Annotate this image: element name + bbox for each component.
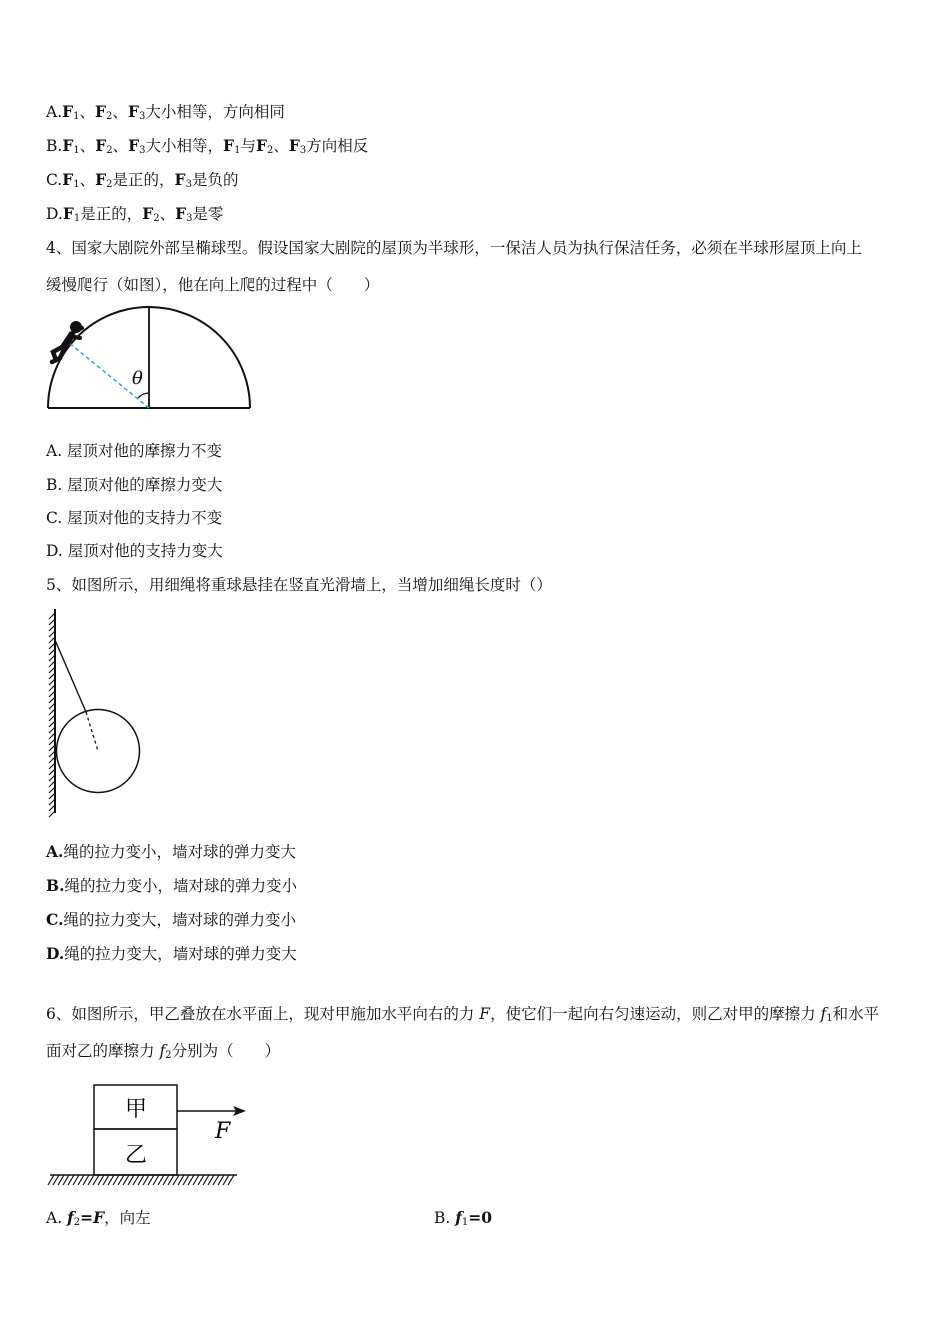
hatch-mark [153,1175,159,1185]
equals-sign: = [80,1208,94,1227]
subscript: 1 [73,179,80,190]
separator: 、 [112,103,128,121]
hatch-mark [198,1175,204,1185]
option-text: 是正的， [80,205,143,223]
hatch-mark [128,1175,134,1185]
q5-option-c[interactable] [46,910,296,930]
q6-stem-line-1 [46,1004,879,1024]
hatch-mark [143,1175,149,1185]
hatch-mark [168,1175,174,1185]
hatch-mark [213,1175,219,1185]
subscript: 1 [73,145,80,156]
option-letter: B. [46,137,63,155]
hatch-mark [218,1175,224,1185]
subscript: 1 [461,1217,469,1228]
option-letter: B. [46,876,65,895]
option-text: 绳的拉力变大，墙对球的弹力变小 [63,911,296,929]
option-text: 方向相反 [306,137,369,155]
option-letter: A. [46,103,63,121]
hatch-mark [183,1175,189,1185]
option-letter: B. [434,1209,456,1227]
separator: 、 [112,137,129,155]
force-symbol: F [127,102,139,121]
hatch-mark [123,1175,129,1185]
option-letter: C. [46,910,64,929]
subscript: 3 [139,145,146,156]
force-symbol: F [174,170,186,189]
option-text: 是零 [192,205,224,223]
q6-option-a[interactable] [46,1208,151,1228]
force-symbol: F [62,102,74,121]
option-letter: A. [46,842,64,861]
option-text: 与 [240,137,256,155]
hatch-mark [193,1175,199,1185]
force-symbol: F [128,136,140,155]
hatch-mark [158,1175,164,1185]
separator: 、 [79,103,96,121]
hatch-mark [78,1175,84,1185]
hatch-mark [48,1175,54,1185]
q5-option-b[interactable] [46,876,297,896]
friction-symbol: f [67,1208,74,1227]
q6-option-b[interactable] [434,1208,492,1228]
option-letter: D. [46,205,63,223]
hatch-mark [163,1175,169,1185]
separator: 、 [79,137,96,155]
rope-extension-dashed [86,712,98,751]
subscript: 2 [106,145,113,156]
option-text: 大小相等，方向相同 [145,103,285,121]
stem-text: 和水平 [832,1005,880,1023]
force-symbol: F [95,136,107,155]
hanging-ball-figure [40,605,150,817]
option-text: 绳的拉力变小，墙对球的弹力变小 [64,877,298,895]
option-letter: C. [46,171,63,189]
q3-option-d[interactable] [46,204,224,224]
option-letter: D. [46,944,65,963]
q4-option-c[interactable]: C. 屋顶对他的支持力不变 [46,509,223,527]
hatch-mark [93,1175,99,1185]
q6-stem-line-2 [46,1041,280,1061]
stem-text: 面对乙的摩擦力 [46,1042,160,1060]
friction-symbol: f [159,1042,166,1060]
hatch-mark [223,1175,229,1185]
force-symbol: F [255,136,267,155]
hatch-mark [148,1175,154,1185]
hatch-mark [58,1175,64,1185]
subscript: 3 [299,145,307,156]
option-text: 是负的 [191,171,239,189]
force-symbol: F [93,1208,105,1227]
subscript: 3 [138,111,146,122]
hatch-mark [118,1175,124,1185]
subscript: 2 [266,145,274,156]
option-text: =0 [468,1208,493,1227]
stem-text: 6、如图所示，甲乙叠放在水平面上，现对甲施加水平向右的力 [46,1005,480,1023]
q5-option-d[interactable] [46,944,297,964]
friction-symbol: f [820,1005,827,1023]
q5-option-a[interactable] [46,842,296,862]
hatch-mark [83,1175,89,1185]
q4-stem-line-1: 4、国家大剧院外部呈椭球型。假设国家大剧院的屋顶为半球形，一保洁人员为执行保洁任务，必须在半球形屋顶上向上 [46,239,862,257]
option-text: ，向左 [104,1209,151,1227]
stem-text: ，使它们一起向右匀速运动，则乙对甲的摩擦力 [490,1005,821,1023]
option-text: 大小相等， [145,137,224,155]
angle-arc [138,393,149,398]
hatch-mark [108,1175,114,1185]
theta-label: θ [132,368,143,389]
hatch-mark [53,1175,59,1185]
hatch-mark [103,1175,109,1185]
force-symbol: F [95,102,107,121]
hatch-mark [73,1175,79,1185]
subscript: 1 [73,111,80,122]
subscript: 2 [153,213,160,224]
option-text: 绳的拉力变大，墙对球的弹力变大 [64,945,297,963]
q3-option-b[interactable] [46,136,368,156]
q4-stem-line-2: 缓慢爬行（如图），他在向上爬的过程中（ ） [46,276,380,294]
force-symbol: F [479,1005,491,1023]
force-symbol: F [223,136,235,155]
force-label: F [215,1119,231,1144]
block-jia-label: 甲 [124,1097,148,1122]
hatch-mark [203,1175,209,1185]
subscript: 3 [186,213,193,224]
hatch-mark [98,1175,104,1185]
subscript: 1 [73,213,81,224]
hemisphere-roof-figure [40,300,260,415]
option-letter: A. [46,1209,68,1227]
hatch-mark [208,1175,214,1185]
climber-arm [70,336,80,338]
subscript: 2 [73,1217,81,1228]
force-symbol: F [142,204,154,223]
hatch-mark [113,1175,119,1185]
hatch-mark [68,1175,74,1185]
force-symbol: F [288,136,300,155]
subscript: 3 [185,179,192,190]
option-text: 是正的， [112,171,175,189]
block-yi-label: 乙 [124,1143,148,1168]
stem-text: 分别为（ ） [171,1042,281,1060]
hatch-mark [88,1175,94,1185]
q4-option-a[interactable]: A. 屋顶对他的摩擦力不变 [46,442,223,460]
friction-symbol: f [455,1208,462,1227]
ground-hatching [48,1175,234,1185]
subscript: 2 [106,111,113,122]
separator: 、 [79,171,96,189]
hatch-mark [63,1175,69,1185]
force-symbol: F [95,170,107,189]
q3-option-a[interactable] [46,102,285,122]
separator: 、 [273,137,289,155]
hatch-mark [173,1175,179,1185]
subscript: 1 [826,1013,833,1024]
force-symbol: F [62,204,74,223]
force-symbol: F [175,204,187,223]
q3-option-c[interactable] [46,170,238,190]
option-text: 绳的拉力变小，墙对球的弹力变大 [63,843,296,861]
hatch-mark [133,1175,139,1185]
hatch-mark [228,1175,234,1185]
force-symbol: F [62,136,74,155]
hatch-mark [178,1175,184,1185]
force-symbol: F [62,170,74,189]
hatch-mark [138,1175,144,1185]
rope [55,640,86,712]
subscript: 2 [165,1050,172,1061]
climber-figure [52,322,82,363]
stacked-blocks-figure [40,1080,260,1192]
q5-stem: 5、如图所示，用细绳将重球悬挂在竖直光滑墙上，当增加细绳长度时（） [46,576,552,594]
subscript: 2 [106,179,113,190]
hatch-mark [188,1175,194,1185]
q4-option-b[interactable]: B. 屋顶对他的摩擦力变大 [46,476,223,494]
hatch-mark [49,811,55,817]
separator: 、 [159,205,176,223]
subscript: 1 [234,145,241,156]
q4-option-d[interactable]: D. 屋顶对他的支持力变大 [46,542,223,560]
